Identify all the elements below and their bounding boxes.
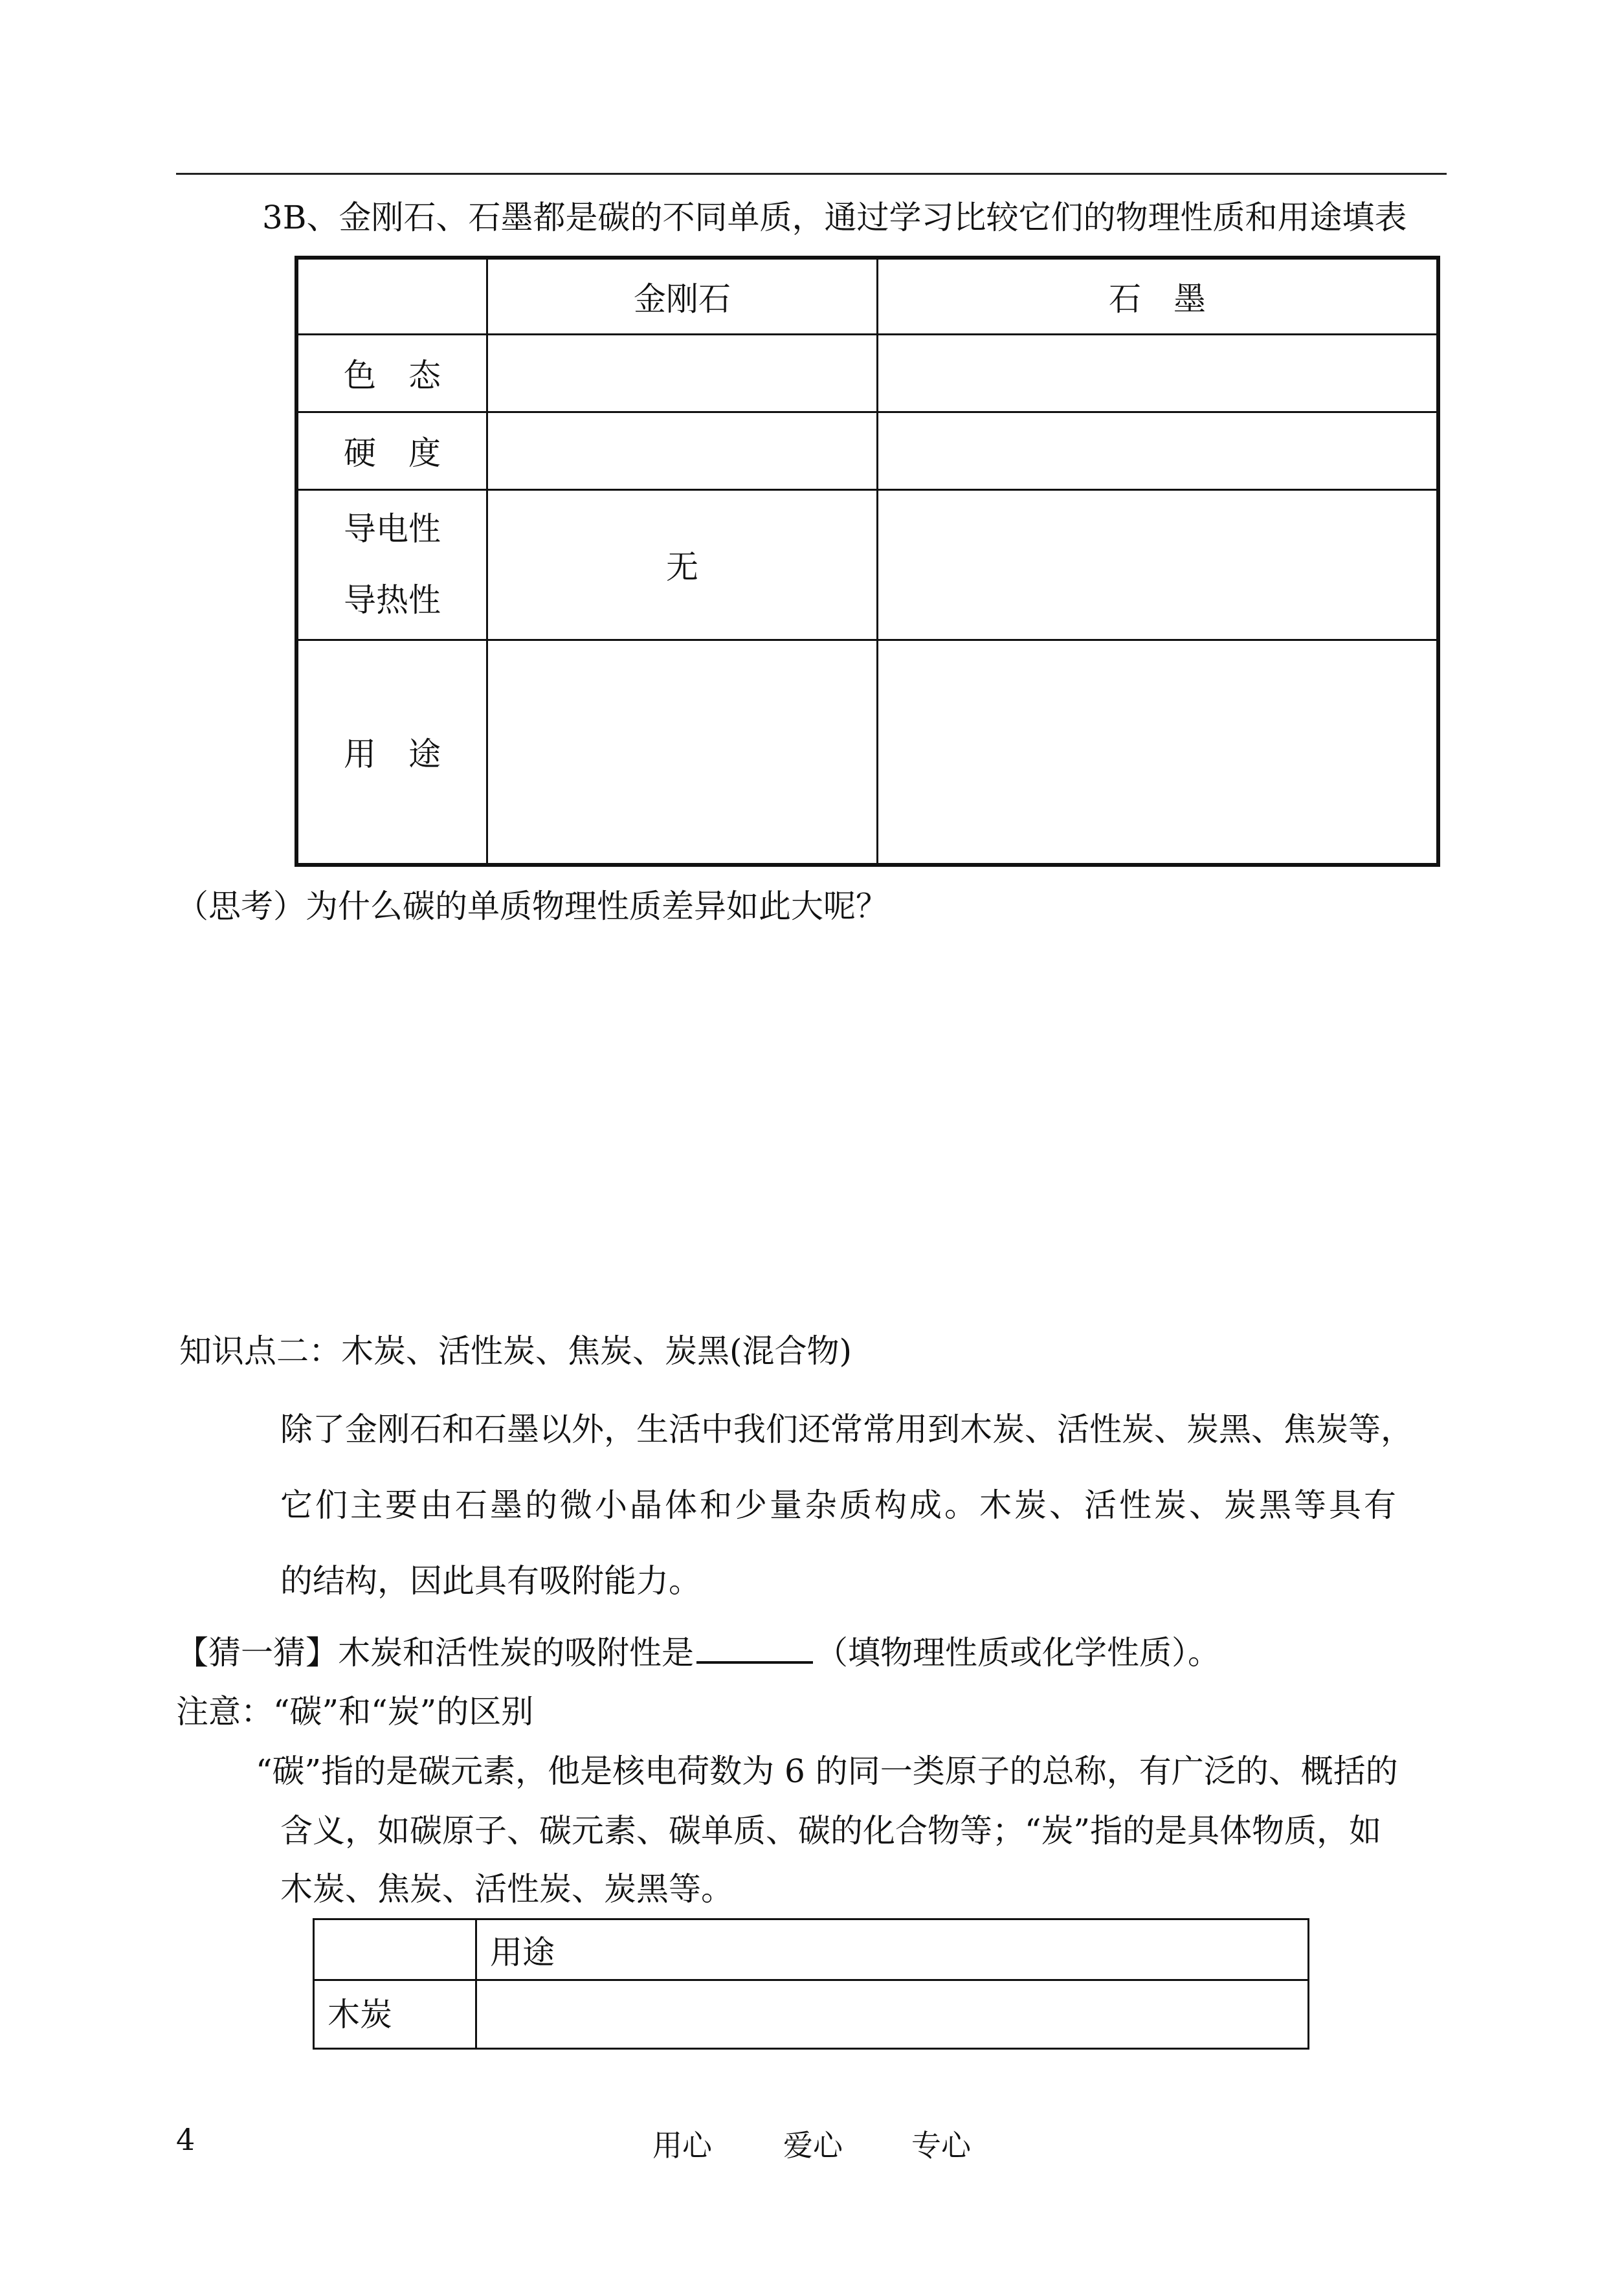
think-question: （思考）为什么碳的单质物理性质差异如此大呢？	[176, 888, 888, 925]
graphite-color-state-cell[interactable]	[878, 334, 1439, 412]
header-uses: 用途	[476, 1919, 1309, 1980]
note-line-1: “碳”指的是碳元素，他是核电荷数为 6 的同一类原子的总称，有广泛的、概括的	[256, 1752, 1398, 1790]
table-row	[296, 334, 1438, 412]
guess-line	[176, 1633, 1220, 1672]
note-line-2: 含义，如碳原子、碳元素、碳单质、碳的化合物等；“炭”指的是具体物质，如	[280, 1812, 1382, 1850]
note-title: 注意：“碳”和“炭”的区别	[176, 1693, 534, 1730]
table-header-row	[296, 258, 1438, 334]
charcoal-uses-table	[313, 1918, 1309, 2050]
header-empty-cell	[296, 258, 487, 334]
note-line-3: 木炭、焦炭、活性炭、炭黑等。	[280, 1870, 733, 1908]
guess-prefix: 【猜一猜】木炭和活性炭的吸附性是	[176, 1634, 694, 1672]
table-row	[314, 1980, 1309, 2049]
row-label-charcoal: 木炭	[314, 1980, 476, 2049]
page-number: 4	[176, 2122, 195, 2157]
question-3b: 3B、金刚石、石墨都是碳的不同单质，通过学习比较它们的物理性质和用途填表	[262, 199, 1407, 236]
carbon-comparison-table	[295, 256, 1440, 867]
label-electrical-conductivity: 导电性	[344, 510, 441, 548]
diamond-hardness-cell[interactable]	[487, 412, 878, 489]
table-row	[296, 489, 1438, 640]
footer-slogan-1: 用心	[652, 2128, 712, 2163]
paragraph-line-2: 它们主要由石墨的微小晶体和少量杂质构成。木炭、活性炭、炭黑等具有	[280, 1486, 1399, 1524]
guess-suffix: （填物理性质或化学性质）。	[816, 1634, 1220, 1672]
diamond-color-state-cell[interactable]	[487, 334, 878, 412]
row-label-uses: 用 途	[296, 640, 487, 865]
header-graphite: 石 墨	[878, 258, 1439, 334]
paragraph-line-3: 的结构，因此具有吸附能力。	[280, 1562, 701, 1600]
paragraph-line-1: 除了金刚石和石墨以外，生活中我们还常常用到木炭、活性炭、炭黑、焦炭等，	[280, 1411, 1413, 1448]
footer-slogan-2: 爱心	[783, 2128, 843, 2163]
graphite-hardness-cell[interactable]	[878, 412, 1439, 489]
header-diamond: 金刚石	[487, 258, 878, 334]
footer-slogan-3: 专心	[911, 2128, 971, 2163]
table-header-row	[314, 1919, 1309, 1980]
table-row	[296, 412, 1438, 489]
graphite-conductivity-cell[interactable]	[878, 489, 1439, 640]
table-row	[296, 640, 1438, 865]
guess-answer-blank[interactable]	[696, 1633, 813, 1664]
header-rule	[176, 173, 1447, 175]
row-label-conductivity	[296, 489, 487, 640]
label-thermal-conductivity: 导热性	[344, 581, 441, 619]
row-label-hardness: 硬 度	[296, 412, 487, 489]
graphite-uses-cell[interactable]	[878, 640, 1439, 865]
diamond-conductivity-cell: 无	[487, 489, 878, 640]
header-empty-cell	[314, 1919, 476, 1980]
row-label-color-state: 色 态	[296, 334, 487, 412]
knowledge-point-2-title: 知识点二：木炭、活性炭、焦炭、炭黑(混合物)	[179, 1332, 852, 1370]
charcoal-uses-cell[interactable]	[476, 1980, 1309, 2049]
diamond-uses-cell[interactable]	[487, 640, 878, 865]
